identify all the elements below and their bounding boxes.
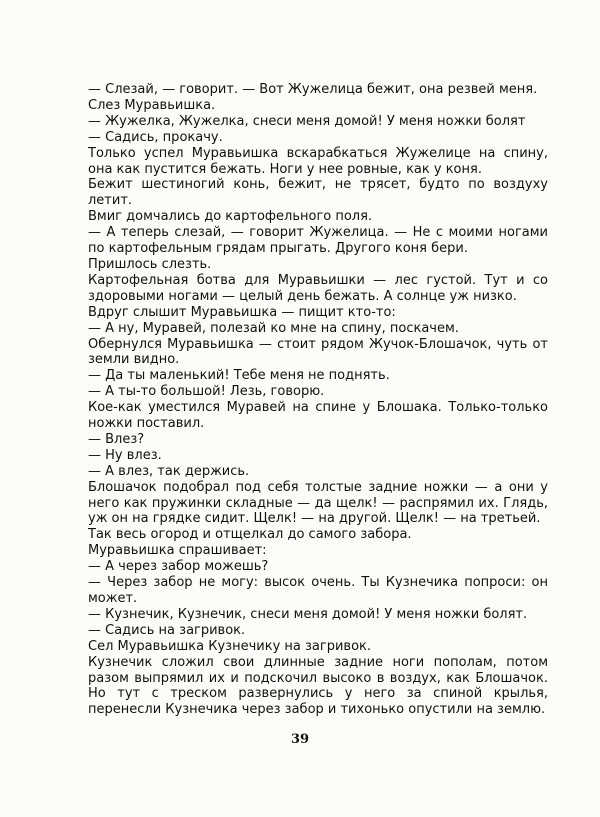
paragraph: — Через забор не могу: высок очень. Ты Кузнечика попроси: он может. — [88, 575, 548, 606]
paragraph: — Кузнечик, Кузнечик, снеси меня домой! У меня ножки болят. — [88, 606, 528, 622]
paragraph: Муравьишка спрашивает: — [88, 543, 267, 559]
paragraph: — А влез, так держись. — [88, 463, 250, 479]
paragraph: Вдруг слышит Муравьишка — пищит кто-то: — [88, 304, 396, 320]
paragraph: — А через забор можешь? — [88, 559, 269, 575]
paragraph: Бежит шестиногий конь, бежит, не трясет, будто по воздуху летит. — [88, 177, 548, 209]
paragraph: Только успел Муравьишка вскарабкаться Жужелице на спину, она как пустится бежать. Ноги у нее ровные, как у коня. — [88, 145, 548, 177]
paragraph: Обернулся Муравьишка — стоит рядом Жучок-Блошачок, чуть от земли видно. — [88, 336, 548, 368]
paragraph: — Садись на загривок. — [88, 622, 246, 638]
paragraph: — Ну влез. — [88, 447, 162, 463]
page-number: 39 — [290, 732, 310, 747]
paragraph: — Жужелка, Жужелка, снеси меня домой! У меня ножки болят — [88, 113, 526, 129]
paragraph: Кое-как уместился Муравей на спине у Блошака. Только-только ножки поставил. — [88, 400, 548, 432]
story-text — [88, 82, 548, 718]
paragraph: — Да ты маленький! Тебе меня не поднять. — [88, 368, 390, 384]
paragraph: Сел Муравьишка Кузнечику на загривок. — [88, 638, 372, 654]
paragraph: — Влез? — [88, 431, 145, 447]
paragraph: Блошачок подобрал под себя толстые задние ножки — а они у него как пружинки складные — да щелк! — распрямил их. Глядь, уж он на грядке сидит. Щелк! — на другой. Щелк! — на третьей. — [88, 479, 548, 527]
paragraph: Кузнечик сложил свои длинные задние ноги пополам, потом разом выпрямил их и подскочил высоко в воздух, как Блошачок. Но тут с треском развернулись у него за спиной крылья, перенесли Кузнечика через забор и тихонько опустили на землю. — [88, 654, 548, 718]
paragraph: Так весь огород и отщелкал до самого забора. — [88, 527, 412, 543]
paragraph: — Садись, прокачу. — [88, 129, 223, 145]
paragraph: Слез Муравьишка. — [88, 97, 216, 113]
paragraph: Пришлось слезть. — [88, 256, 212, 272]
paragraph: Картофельная ботва для Муравьишки — лес густой. Тут и со здоровыми ногами — целый день бежать. А солнце уж низко. — [88, 272, 548, 304]
paragraph: — Слезай, — говорит. — Вот Жужелица бежит, она резвей меня. — [88, 82, 538, 97]
paragraph: — А ну, Муравей, полезай ко мне на спину, поскачем. — [88, 320, 459, 336]
paragraph: Вмиг домчались до картофельного поля. — [88, 209, 373, 225]
paragraph: — А теперь слезай, — говорит Жужелица. — Не с моими ногами по картофельным грядам прыгать. Другого коня бери. — [88, 225, 548, 257]
paragraph: — А ты-то большой! Лезь, говорю. — [88, 384, 325, 400]
